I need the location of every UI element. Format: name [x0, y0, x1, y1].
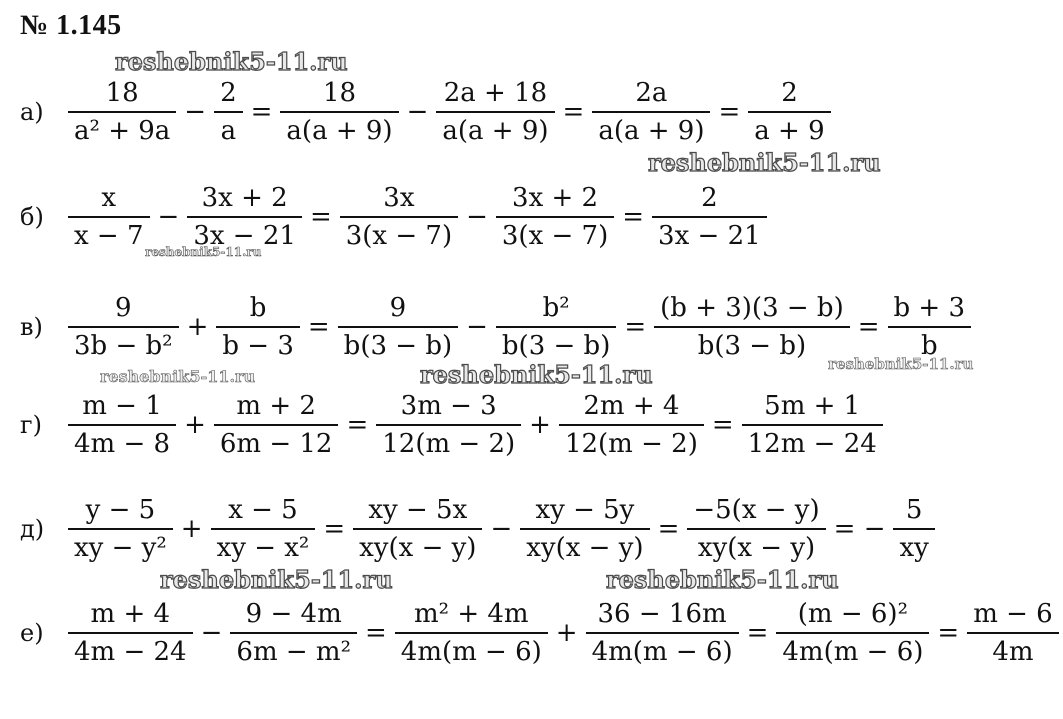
numerator: x	[68, 180, 150, 218]
watermark: reshebnik5-11.ru	[828, 355, 974, 373]
operator: −	[406, 97, 429, 127]
denominator: b − 3	[222, 331, 294, 361]
operator: +	[555, 618, 578, 648]
equation-line	[20, 596, 1063, 670]
denominator: xy	[899, 533, 929, 563]
operator: =	[857, 312, 880, 342]
fraction	[340, 180, 458, 254]
operator: =	[718, 97, 741, 127]
denominator: xy(x − y)	[526, 533, 644, 563]
operator: =	[346, 410, 369, 440]
numerator: xy − 5y	[520, 492, 649, 530]
numerator: m − 1	[68, 388, 176, 426]
operator: = −	[833, 514, 886, 544]
denominator: xy(x − y)	[359, 533, 477, 563]
operator: −	[200, 618, 223, 648]
equation-line	[20, 492, 939, 566]
fraction	[214, 75, 243, 149]
problem-title: № 1.145	[20, 10, 122, 41]
operator: −	[490, 514, 513, 544]
operator: =	[622, 202, 645, 232]
watermark: reshebnik5-11.ru	[115, 47, 348, 76]
numerator: b + 3	[888, 290, 972, 328]
denominator: a	[220, 116, 237, 146]
numerator: b²	[496, 290, 616, 328]
denominator: 3x − 21	[193, 221, 296, 251]
numerator: m − 6	[967, 596, 1059, 634]
numerator: 2a	[592, 75, 710, 113]
operator: −	[466, 312, 488, 342]
denominator: 3b − b²	[74, 331, 173, 361]
operator: =	[309, 202, 332, 232]
denominator: 3x − 21	[658, 221, 761, 251]
operator: +	[184, 410, 206, 440]
equation-line	[20, 180, 771, 254]
operator: −	[184, 97, 207, 127]
watermark: reshebnik5-11.ru	[648, 148, 881, 177]
fraction	[436, 75, 554, 149]
fraction	[376, 388, 521, 462]
fraction	[888, 290, 972, 364]
fraction	[520, 492, 649, 566]
fraction	[68, 180, 150, 254]
denominator: a(a + 9)	[286, 116, 393, 146]
item-label: г)	[20, 411, 42, 439]
numerator: b	[216, 290, 300, 328]
fraction	[187, 180, 302, 254]
numerator: (m − 6)²	[776, 596, 929, 634]
item-label: а)	[20, 98, 44, 126]
fraction	[748, 75, 830, 149]
equation-line	[20, 290, 975, 364]
numerator: 5m + 1	[742, 388, 883, 426]
operator: =	[624, 312, 647, 342]
denominator: b(3 − b)	[697, 331, 807, 361]
fraction	[586, 596, 739, 670]
numerator: x − 5	[211, 492, 316, 530]
item-label: б)	[20, 203, 44, 231]
fraction	[68, 492, 173, 566]
fraction	[654, 290, 850, 364]
watermark: reshebnik5-11.ru	[100, 367, 256, 386]
fraction	[280, 75, 398, 149]
denominator: 4m	[992, 637, 1034, 667]
operator: =	[746, 618, 769, 648]
operator: +	[186, 312, 209, 342]
numerator: 36 − 16m	[586, 596, 739, 634]
fraction	[338, 290, 458, 364]
operator: =	[562, 97, 585, 127]
operator: =	[250, 97, 273, 127]
numerator: 9	[68, 290, 179, 328]
fraction	[687, 492, 825, 566]
fraction	[353, 492, 482, 566]
fraction	[893, 492, 934, 566]
numerator: 2a + 18	[436, 75, 554, 113]
numerator: xy − 5x	[353, 492, 482, 530]
denominator: b(3 − b)	[343, 331, 453, 361]
numerator: 5	[893, 492, 934, 530]
denominator: 4m(m − 6)	[591, 637, 733, 667]
denominator: 3(x − 7)	[501, 221, 609, 251]
operator: =	[323, 514, 346, 544]
denominator: 6m − 12	[219, 429, 333, 459]
numerator: 2	[748, 75, 830, 113]
denominator: 4m(m − 6)	[782, 637, 924, 667]
operator: =	[307, 312, 330, 342]
fraction	[211, 492, 316, 566]
operator: +	[529, 410, 551, 440]
fraction	[216, 290, 300, 364]
denominator: xy − y²	[74, 533, 167, 563]
operator: −	[157, 202, 180, 232]
item-label: д)	[20, 515, 45, 543]
denominator: b	[920, 331, 938, 361]
fraction	[652, 180, 767, 254]
numerator: 2	[652, 180, 767, 218]
fraction	[68, 388, 176, 462]
item-label: е)	[20, 619, 44, 647]
fraction	[230, 596, 357, 670]
numerator: −5(x − y)	[687, 492, 825, 530]
denominator: 12(m − 2)	[564, 429, 698, 459]
fraction	[742, 388, 883, 462]
numerator: m² + 4m	[395, 596, 548, 634]
denominator: a(a + 9)	[442, 116, 549, 146]
denominator: 6m − m²	[236, 637, 351, 667]
numerator: m + 4	[68, 596, 193, 634]
denominator: 4m − 8	[74, 429, 171, 459]
fraction	[214, 388, 339, 462]
denominator: 12(m − 2)	[382, 429, 516, 459]
fraction	[967, 596, 1059, 670]
numerator: 18	[280, 75, 398, 113]
numerator: (b + 3)(3 − b)	[654, 290, 850, 328]
denominator: 4m − 24	[74, 637, 187, 667]
watermark: reshebnik5-11.ru	[420, 360, 653, 389]
operator: =	[711, 410, 734, 440]
numerator: 9	[338, 290, 458, 328]
numerator: 3m − 3	[376, 388, 521, 426]
numerator: y − 5	[68, 492, 173, 530]
denominator: 3(x − 7)	[345, 221, 453, 251]
denominator: 4m(m − 6)	[400, 637, 542, 667]
denominator: a² + 9a	[74, 116, 171, 146]
fraction	[496, 290, 616, 364]
numerator: 2m + 4	[559, 388, 704, 426]
operator: =	[937, 618, 960, 648]
equation-line	[20, 75, 835, 149]
denominator: a + 9	[754, 116, 825, 146]
equation-line	[20, 388, 887, 462]
numerator: 3x + 2	[496, 180, 614, 218]
watermark: reshebnik5-11.ru	[160, 565, 393, 594]
watermark: reshebnik5-11.ru	[606, 565, 839, 594]
denominator: x − 7	[74, 221, 144, 251]
denominator: xy − x²	[216, 533, 310, 563]
numerator: 9 − 4m	[230, 596, 357, 634]
watermark: reshebnik5-11.ru	[145, 245, 262, 259]
fraction	[68, 290, 179, 364]
item-label: в)	[20, 313, 43, 341]
numerator: m + 2	[214, 388, 339, 426]
fraction	[776, 596, 929, 670]
fraction	[496, 180, 614, 254]
numerator: 3x + 2	[187, 180, 302, 218]
fraction	[395, 596, 548, 670]
operator: =	[657, 514, 680, 544]
denominator: xy(x − y)	[697, 533, 816, 563]
denominator: a(a + 9)	[598, 116, 705, 146]
operator: −	[466, 202, 488, 232]
numerator: 3x	[340, 180, 458, 218]
operator: +	[180, 514, 203, 544]
fraction	[559, 388, 704, 462]
fraction	[592, 75, 710, 149]
fraction	[68, 75, 176, 149]
operator: =	[365, 618, 387, 648]
numerator: 2	[214, 75, 243, 113]
numerator: 18	[68, 75, 176, 113]
fraction	[68, 596, 193, 670]
denominator: b(3 − b)	[501, 331, 611, 361]
denominator: 12m − 24	[747, 429, 877, 459]
